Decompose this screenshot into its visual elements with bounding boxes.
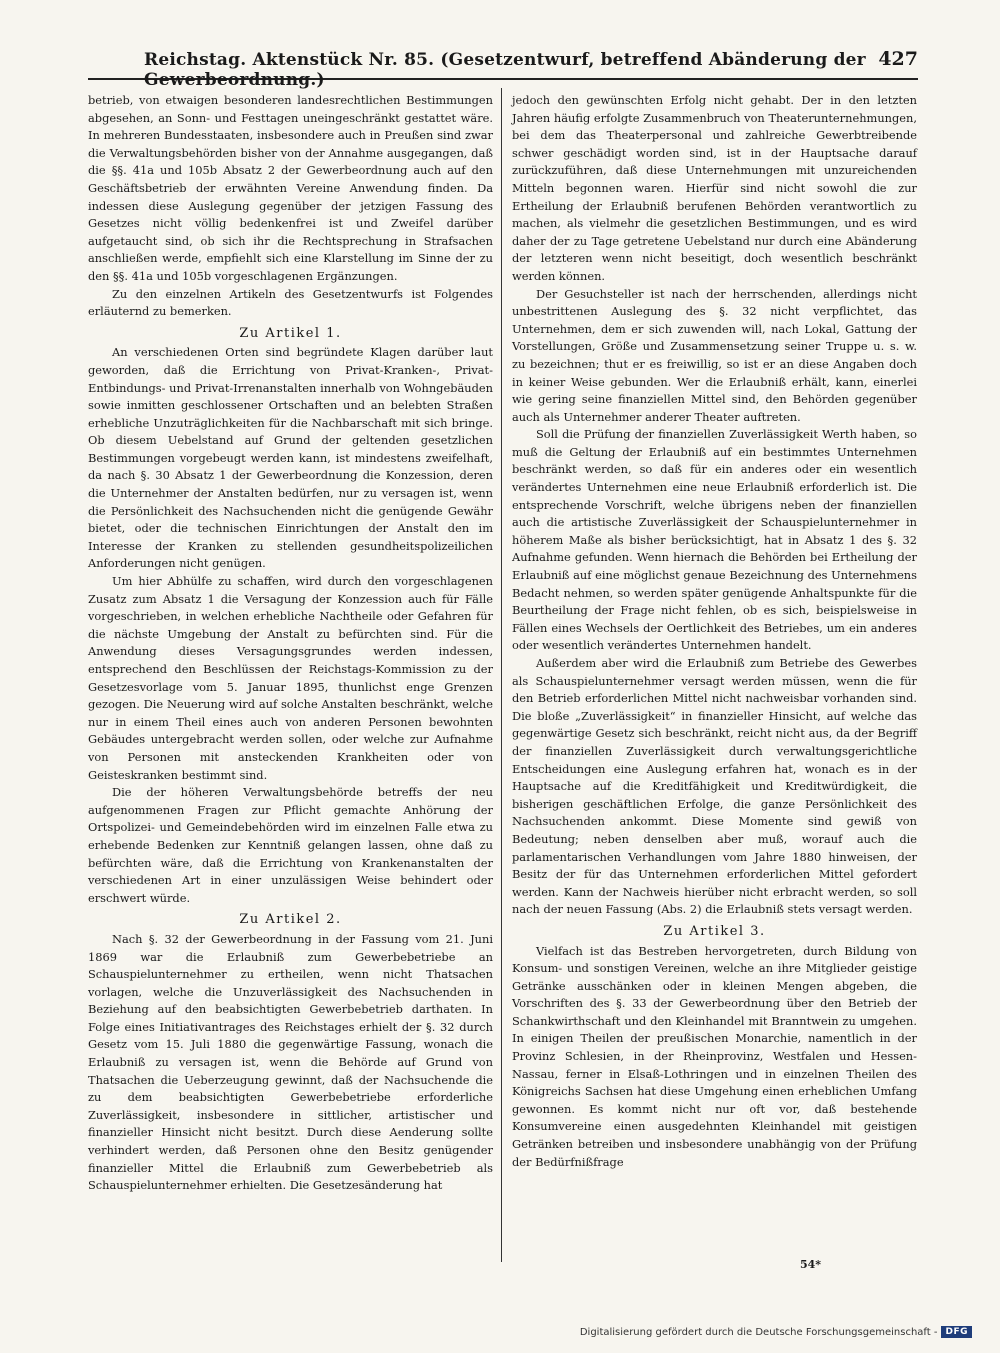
paragraph: jedoch den gewünschten Erfolg nicht gehabt. Der in den letzten Jahren häufig erfolgte Zusammenbruch von Theaterunternehmungen, bei dem das Theaterpersonal und zahlreiche Gewerbtreibende schwer geschädigt worden sind, ist in der Hauptsache darauf zurückzuführen, daß diese Unternehmungen mit unzureichenden Mitteln begonnen waren. Hierfür sind nicht sowohl die zur Ertheilung der Erlaubniß berufenen Behörden verantwortlich zu machen, als vielmehr die gesetzlichen Bestimmungen, und es wird daher der zu Tage getretene Uebelstand nur durch eine Abänderung der letzteren wenn nicht beseitigt, doch wesentlich beschränkt werden können. [512,93,917,283]
paragraph: Außerdem aber wird die Erlaubniß zum Betriebe des Gewerbes als Schauspielunternehmer versagt werden müssen, wenn die für den Betrieb erforderlichen Mittel nicht nachweisbar vorhanden sind. Die bloße „Zuverlässigkeit“ in finanzieller Hinsicht, auf welche das gegenwärtige Gesetz sich beschränkt, reicht nicht aus, da der Begriff der finanziellen Zuverlässigkeit durch verwaltungsgerichtliche Entscheidungen eine Auslegung erfahren hat, wonach es in der Hauptsache auf die Kreditfähigkeit und Kreditwürdigkeit, die bisherigen geschäftlichen Erfolge, die ganze Persönlichkeit des Nachsuchenden ankommt. Diese Momente sind gewiß von Bedeutung; neben denselben aber muß, worauf auch die parlamentarischen Verhandlungen vom Jahre 1880 hinweisen, der Besitz der für das Unternehmen erforderlichen Mittel gefordert werden. Kann der Nachweis hierüber nicht erbracht werden, so soll nach der neuen Fassung (Abs. 2) die Erlaubniß stets versagt werden. [512,656,917,917]
section-heading: Zu Artikel 1. [239,325,342,341]
right-column [512,92,917,1171]
paragraph: Nach §. 32 der Gewerbeordnung in der Fassung vom 21. Juni 1869 war die Erlaubniß zum Gewerbebetriebe an Schauspielunternehmer zu ertheilen, wenn nicht Thatsachen vorlagen, welche die Unzuverlässigkeit des Nachsuchenden in Beziehung auf den beabsichtigten Gewerbebetrieb darthaten. In Folge eines Initiativantrages des Reichstages erhielt der §. 32 durch Gesetz vom 15. Juli 1880 die gegenwärtige Fassung, wonach die Erlaubniß zu versagen ist, wenn die Behörde auf Grund von Thatsachen die Ueberzeugung gewinnt, daß der Nachsuchende die zu dem beabsichtigten Gewerbebetriebe erforderliche Zuverlässigkeit, insbesondere in sittlicher, artistischer und finanzieller Hinsicht nicht besitzt. Durch diese Aenderung sollte verhindert werden, daß Personen ohne den Besitz genügender finanzieller Mittel die Erlaubniß zum Gewerbebetrieb als Schauspielunternehmer erhielten. Die Gesetzesänderung hat [88,931,493,1193]
paragraph: An verschiedenen Orten sind begründete Klagen darüber laut geworden, daß die Errichtung von Privat-Kranken-, Privat-Entbindungs- und Privat-Irrenanstalten innerhalb von Wohngebäuden sowie inmitten geschlossener Ortschaften und an belebten Straßen erhebliche Unzuträglichkeiten für die Nachbarschaft mit sich bringe. Ob diesem Uebelstand auf Grund der geltenden gesetzlichen Bestimmungen vorgebeugt werden kann, ist mindestens zweifelhaft, da nach §. 30 Absatz 1 der Gewerbeordnung die Konzession, deren die Unternehmer der Anstalten bedürfen, nur zu versagen ist, wenn die Persönlichkeit des Nachsuchenden nicht die genügende Gewähr bietet, oder die technischen Einrichtungen der Anstalt den im Interesse der Kranken zu stellenden gesundheitspolizeilichen Anforderungen nicht genügen. [88,345,493,571]
paragraph: Die der höheren Verwaltungsbehörde betreffs der neu aufgenommenen Fragen zur Pflicht gemachte Anhörung der Ortspolizei- und Gemeindebehörden wird im einzelnen Falle etwa zu erhebende Bedenken zur Kenntniß gelangen lassen, ohne daß zu befürchten wäre, daß die Errichtung von Krankenanstalten der verschiedenen Art in einer unzulässigen Weise behindert oder erschwert würde. [88,785,493,905]
page-number: 427 [878,48,918,70]
signature-mark: 54* [800,1258,822,1271]
footer [580,1326,972,1338]
paragraph: Zu den einzelnen Artikeln des Gesetzentwurfs ist Folgendes erläuternd zu bemerken. [88,286,493,319]
footer-credit: Digitalisierung gefördert durch die Deutsche Forschungsgemeinschaft - [579,1326,938,1338]
paragraph: Soll die Prüfung der finanziellen Zuverlässigkeit Werth haben, so muß die Geltung der Erlaubniß auf ein bestimmtes Unternehmen beschränkt werden, so daß für ein anderes oder ein wesentlich verändertes Unternehmen eine neue Erlaubniß erforderlich ist. Die entsprechende Vorschrift, welche übrigens neben der finanziellen auch die artistische Zuverlässigkeit der Schauspielunternehmer in höherem Maße als bisher berücksichtigt, hat in Absatz 1 des §. 32 Aufnahme gefunden. Wenn hiernach die Behörden bei Ertheilung der Erlaubniß auf eine möglichst genaue Bezeichnung des Unternehmens Bedacht nehmen, so werden später genügende Anhaltspunkte für die Beurtheilung der Frage nicht fehlen, ob es sich, beispielsweise in Fällen eines Wechsels der Oertlichkeit des Betriebes, um ein anderes oder wesentlich verändertes Unternehmen handelt. [512,427,917,653]
section-heading: Zu Artikel 2. [239,912,342,928]
dfg-logo: DFG [941,1326,972,1338]
column-divider [501,88,502,1262]
left-column [88,92,493,1195]
running-title: Reichstag. Aktenstück Nr. 85. (Gesetzentwurf, betreffend Abänderung der Gewerbeordnung.) [144,50,866,90]
paragraph: Vielfach ist das Bestreben hervorgetreten, durch Bildung von Konsum- und sonstigen Vereinen, welche an ihre Mitglieder geistige Getränke ausschänken oder in kleinen Mengen abgeben, die Vorschriften des §. 33 der Gewerbeordnung über den Betrieb der Schankwirthschaft und den Kleinhandel mit Branntwein zu umgehen. In einigen Theilen der preußischen Monarchie, namentlich in der Provinz Schlesien, in der Rheinprovinz, Westfalen und Hessen-Nassau, ferner in Elsaß-Lothringen und in einzelnen Theilen des Königreichs Sachsen hat diese Umgehung einen erheblichen Umfang gewonnen. Es kommt nicht nur oft vor, daß bestehende Konsumvereine einen ausgedehnten Kleinhandel mit geistigen Getränken betreiben und insbesondere unabhängig von der Prüfung der Bedürfnißfrage [512,943,917,1169]
paragraph: betrieb, von etwaigen besonderen landesrechtlichen Bestimmungen abgesehen, an Sonn- und Festtagen uneingeschränkt gestattet wäre. In mehreren Bundesstaaten, insbesondere auch in Preußen sind zwar die Verwaltungsbehörden bisher von der Annahme ausgegangen, daß die §§. 41a und 105b Absatz 2 der Gewerbeordnung auch auf den Geschäftsbetrieb der erwähnten Vereine Anwendung finden. Da indessen diese Auslegung gegenüber der jetzigen Fassung des Gesetzes nicht völlig bedenkenfrei ist und Zweifel darüber aufgetaucht sind, ob sich ihr die Rechtsprechung in Strafsachen anschließen werde, empfiehlt sich eine Klarstellung im Sinne der zu den §§. 41a und 105b vorgeschlagenen Ergänzungen. [88,93,493,283]
section-heading: Zu Artikel 3. [663,923,766,939]
paragraph: Um hier Abhülfe zu schaffen, wird durch den vorgeschlagenen Zusatz zum Absatz 1 die Versagung der Konzession auch für Fälle vorgeschrieben, in welchen erhebliche Nachtheile oder Gefahren für die nächste Umgebung der Anstalt zu befürchten sind. Für die Anwendung dieses Versagungsgrundes werden indessen, entsprechend den Beschlüssen der Reichstags-Kommission zu der Gesetzesvorlage vom 5. Januar 1895, thunlichst enge Grenzen gezogen. Die Neuerung wird auf solche Anstalten beschränkt, welche nur in einem Theil eines auch von anderen Personen bewohnten Gebäudes untergebracht werden sollen, oder welche zur Aufnahme von Personen mit ansteckenden Krankheiten oder von Geisteskranken bestimmt sind. [88,574,493,782]
page-header [88,44,918,90]
paragraph: Der Gesuchsteller ist nach der herrschenden, allerdings nicht unbestrittenen Auslegung des §. 32 nicht verpflichtet, das Unternehmen, dem er sich zuwenden will, nach Lokal, Gattung der Vorstellungen, Größe und Zusammensetzung seiner Truppe u. s. w. zu bezeichnen; thut er es freiwillig, so ist er an diese Angaben doch in keiner Weise gebunden. Wer die Erlaubniß erhält, kann, einerlei wie gering seine finanziellen Mittel sind, den Behörden gegenüber auch als Unternehmer anderer Theater auftreten. [512,286,917,424]
